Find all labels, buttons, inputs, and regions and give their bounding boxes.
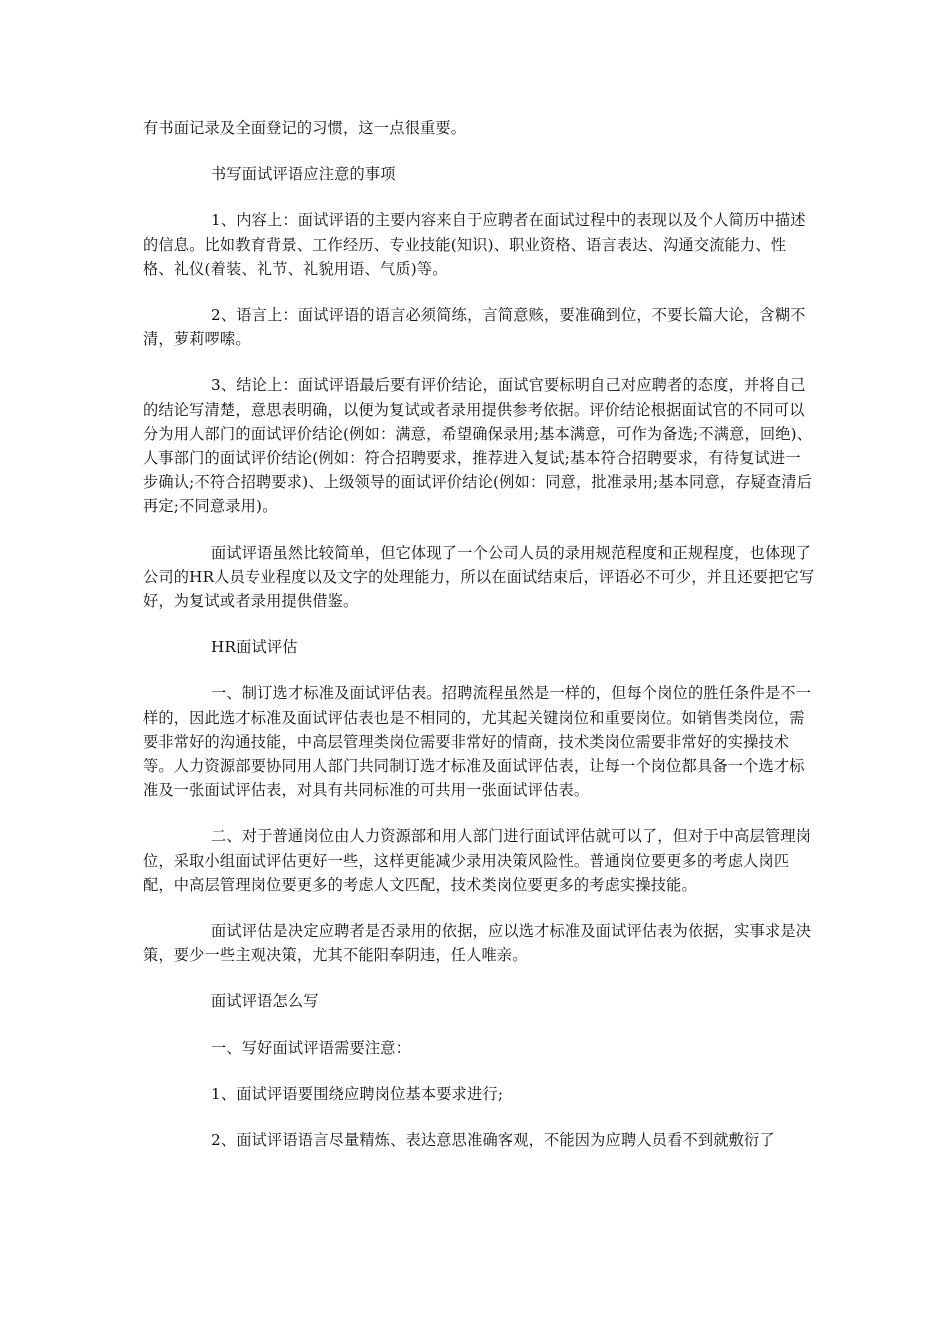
list-item-requirement-1: 1、面试评语要围绕应聘岗位基本要求进行; <box>211 1084 504 1103</box>
subheading-writing-notes: 一、写好面试评语需要注意： <box>211 1038 412 1057</box>
paragraph-summary: 面试评语虽然比较简单，但它体现了一个公司人员的录用规范程度和正规程度，也体现了公司的HR人员专业程度以及文字的处理能力，所以在面试结束后，评语必不可少，并且还要把它写好，为复试或者录用提供借鉴。 <box>143 543 815 611</box>
paragraph-evaluation-standard: 一、制订选才标准及面试评估表。招聘流程虽然是一样的，但每个岗位的胜任条件是不一样的，因此选才标准及面试评估表也是不相同的，尤其起关键岗位和重要岗位。如销售类岗位，需要非常好的沟通技能，中高层管理类岗位需要非常好的情商，技术类岗位需要非常好的实操技术等。人力资源部要协同用人部门共同制订选才标准及面试评估表，让每一个岗位都具备一个选才标准及一张面试评估表，对具有共同标准的可共用一张面试评估表。 <box>143 684 812 800</box>
section-heading-notes: 书写面试评语应注意的事项 <box>211 165 396 184</box>
paragraph-content-point: 1、内容上：面试评语的主要内容来自于应聘者在面试过程中的表现以及个人简历中描述的信息。比如教育背景、工作经历、专业技能(知识)、职业资格、语言表达、沟通交流能力、性格、礼仪(着装、礼节、礼貌用语、气质)等。 <box>143 211 806 278</box>
paragraph-evaluation-roles: 二、对于普通岗位由人力资源部和用人部门进行面试评估就可以了，但对于中高层管理岗位，采取小组面试评估更好一些，这样更能减少录用决策风险性。普通岗位要更多的考虑人岗匹配，中高层管理岗位要更多的考虑人文匹配，技术类岗位要更多的考虑实操技能。 <box>143 827 812 894</box>
list-item-requirement-2: 2、面试评语语言尽量精炼、表达意思准确客观，不能因为应聘人员看不到就敷衍了 <box>211 1131 775 1150</box>
section-heading-how-to-write: 面试评语怎么写 <box>211 992 319 1011</box>
paragraph-evaluation-basis: 面试评估是决定应聘者是否录用的依据，应以选才标准及面试评估表为依据，实事求是决策，要少一些主观决策，尤其不能阳奉阴违，任人唯亲。 <box>143 922 812 965</box>
paragraph-language-point: 2、语言上：面试评语的语言必须简练，言简意赅，要准确到位，不要长篇大论，含糊不清，萝莉啰嗦。 <box>143 306 806 349</box>
document-body <box>143 116 815 1174</box>
paragraph-intro: 有书面记录及全面登记的习惯，这一点很重要。 <box>143 119 467 137</box>
section-heading-hr-evaluation: HR面试评估 <box>211 638 298 657</box>
paragraph-conclusion-point: 3、结论上：面试评语最后要有评价结论，面试官要标明自己对应聘者的态度，并将自己的结论写清楚，意思表明确，以便为复试或者录用提供参考依据。评价结论根据面试官的不同可以分为用人部门的面试评价结论(例如：满意，希望确保录用;基本满意，可作为备选;不满意，回绝)、人事部门的面试评价结论(例如：符合招聘要求，推荐进入复试;基本符合招聘要求，有待复试进一步确认;不符合招聘要求)、上级领导的面试评价结论(例如：同意，批准录用;基本同意，存疑查清后再定;不同意录用)。 <box>143 376 813 516</box>
